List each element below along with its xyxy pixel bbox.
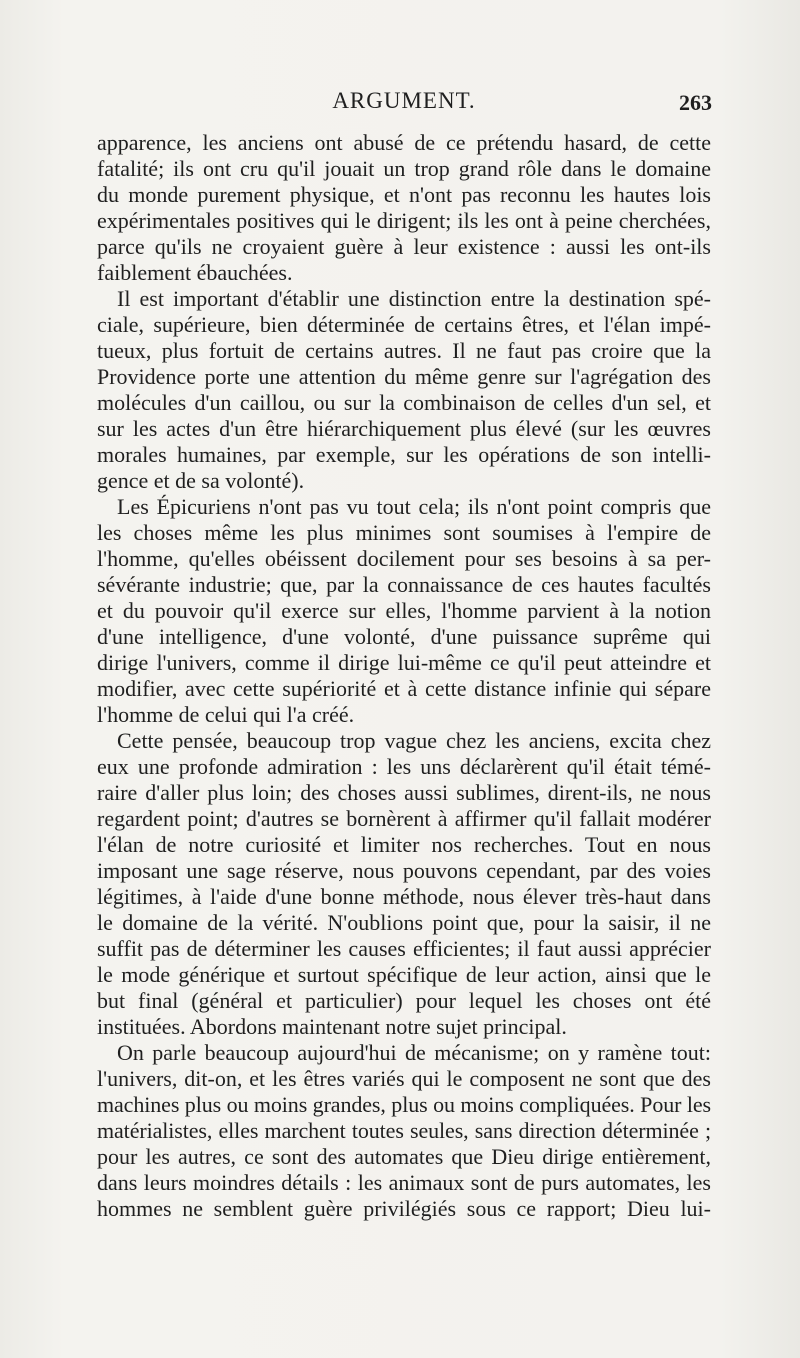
text-line: sévérante industrie; que, par la connaissance de ces hautes facultés	[97, 572, 711, 597]
text-line: hommes ne semblent guère privilégiés sous ce rapport; Dieu lui-	[97, 1196, 711, 1221]
text-line: Il est important d'établir une distinction entre la destination spé-	[117, 286, 711, 311]
text-line: parce qu'ils ne croyaient guère à leur existence : aussi les ont-ils	[97, 234, 711, 259]
text-line: suffit pas de déterminer les causes efficientes; il faut aussi apprécier	[97, 936, 711, 961]
text-line: regardent point; d'autres se bornèrent à affirmer qu'il fallait modérer	[97, 806, 711, 831]
body-text	[97, 130, 711, 1222]
text-line: expérimentales positives qui le dirigent; ils les ont à peine cherchées,	[97, 208, 711, 233]
text-line: l'homme de celui qui l'a créé.	[97, 702, 355, 727]
text-line: ciale, supérieure, bien déterminée de certains êtres, et l'élan impé-	[97, 312, 711, 337]
text-line: fatalité; ils ont cru qu'il jouait un trop grand rôle dans le domaine	[97, 156, 711, 181]
page-header	[96, 88, 712, 128]
text-line: machines plus ou moins grandes, plus ou moins compliquées. Pour les	[97, 1092, 711, 1117]
text-line: On parle beaucoup aujourd'hui de mécanisme; on y ramène tout:	[117, 1040, 711, 1065]
text-line: dans leurs moindres détails : les animaux sont de purs automates, les	[97, 1170, 711, 1195]
text-line: le mode générique et surtout spécifique de leur action, ainsi que le	[97, 962, 711, 987]
text-line: molécules d'un caillou, ou sur la combinaison de celles d'un sel, et	[97, 390, 711, 415]
text-line: dirige l'univers, comme il dirige lui-même ce qu'il peut atteindre et	[97, 650, 711, 675]
text-line: raire d'aller plus loin; des choses aussi sublimes, dirent-ils, ne nous	[97, 780, 711, 805]
text-line: et du pouvoir qu'il exerce sur elles, l'homme parvient à la notion	[97, 598, 711, 623]
text-line: gence et de sa volonté).	[97, 468, 305, 493]
text-line: faiblement ébauchées.	[97, 260, 293, 285]
text-line: Cette pensée, beaucoup trop vague chez les anciens, excita chez	[117, 728, 711, 753]
text-line: l'univers, dit-on, et les êtres variés qui le composent ne sont que des	[97, 1066, 711, 1091]
text-line: l'élan de notre curiosité et limiter nos recherches. Tout en nous	[97, 832, 711, 857]
text-line: modifier, avec cette supériorité et à cette distance infinie qui sépare	[97, 676, 711, 701]
text-line: imposant une sage réserve, nous pouvons cependant, par des voies	[97, 858, 711, 883]
text-line: l'homme, qu'elles obéissent docilement pour ses besoins à sa per-	[97, 546, 711, 571]
running-title: ARGUMENT.	[332, 88, 476, 113]
text-line: d'une intelligence, d'une volonté, d'une puissance suprême qui	[97, 624, 711, 649]
text-line: sur les actes d'un être hiérarchiquement plus élevé (sur les œuvres	[97, 416, 711, 441]
page-number: 263	[679, 90, 712, 115]
text-line: matérialistes, elles marchent toutes seules, sans direction déterminée ;	[97, 1118, 711, 1143]
text-line: apparence, les anciens ont abusé de ce prétendu hasard, de cette	[97, 130, 711, 155]
text-line: du monde purement physique, et n'ont pas reconnu les hautes lois	[97, 182, 711, 207]
text-line: Providence porte une attention du même genre sur l'agrégation des	[97, 364, 711, 389]
text-line: légitimes, à l'aide d'une bonne méthode, nous élever très-haut dans	[97, 884, 711, 909]
text-line: tueux, plus fortuit de certains autres. Il ne faut pas croire que la	[97, 338, 711, 363]
text-line: but final (général et particulier) pour lequel les choses ont été	[97, 988, 711, 1013]
text-line: pour les autres, ce sont des automates que Dieu dirige entièrement,	[97, 1144, 711, 1169]
text-line: morales humaines, par exemple, sur les opérations de son intelli-	[97, 442, 711, 467]
text-line: Les Épicuriens n'ont pas vu tout cela; ils n'ont point compris que	[117, 494, 711, 519]
text-line: le domaine de la vérité. N'oublions point que, pour la saisir, il ne	[97, 910, 711, 935]
text-line: eux une profonde admiration : les uns déclarèrent qu'il était témé-	[97, 754, 711, 779]
text-line: instituées. Abordons maintenant notre sujet principal.	[97, 1014, 567, 1039]
text-line: les choses même les plus minimes sont soumises à l'empire de	[97, 520, 711, 545]
